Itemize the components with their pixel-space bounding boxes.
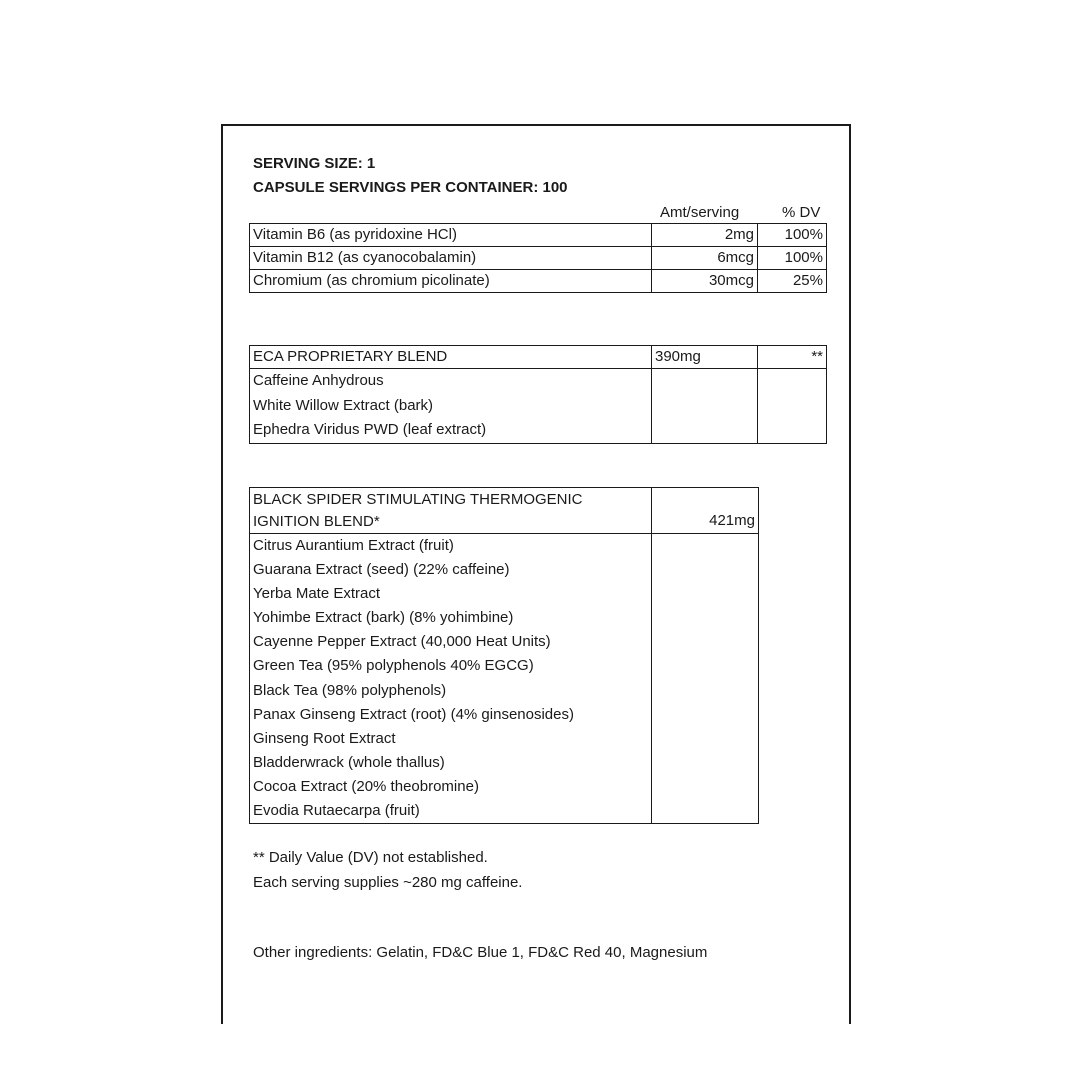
servings-per-container: CAPSULE SERVINGS PER CONTAINER: 100 <box>253 179 568 196</box>
supplement-facts-label <box>221 124 851 1024</box>
nutrient-dv: 100% <box>758 224 827 247</box>
blend-title-line: IGNITION BLEND* <box>253 513 380 530</box>
list-item: Ginseng Root Extract <box>253 729 396 747</box>
list-item: Yohimbe Extract (bark) (8% yohimbine) <box>253 609 514 627</box>
list-item: Black Tea (98% polyphenols) <box>253 681 447 699</box>
list-item: Cocoa Extract (20% theobromine) <box>253 777 479 795</box>
other-ingredients: Other ingredients: Gelatin, FD&C Blue 1, FD&C Red 40, Magnesium <box>253 944 708 961</box>
empty-cell <box>758 369 827 444</box>
nutrient-amount: 6mcg <box>652 247 758 270</box>
caffeine-footnote: Each serving supplies ~280 mg caffeine. <box>253 874 523 891</box>
list-item: Caffeine Anhydrous <box>253 372 384 389</box>
list-item: Citrus Aurantium Extract (fruit) <box>253 537 454 554</box>
black-spider-blend-table <box>249 487 759 824</box>
list-item: Green Tea (95% polyphenols 40% EGCG) <box>253 657 534 675</box>
eca-blend-dv: ** <box>758 346 827 369</box>
empty-cell <box>652 534 759 824</box>
table-row <box>250 488 759 534</box>
list-item: Ephedra Viridus PWD (leaf extract) <box>253 421 487 438</box>
blend-title-line: BLACK SPIDER STIMULATING THERMOGENIC <box>253 491 583 508</box>
vitamin-table <box>249 223 827 293</box>
empty-cell <box>652 369 758 444</box>
list-item: White Willow Extract (bark) <box>253 396 434 414</box>
col-header-amount: Amt/serving <box>660 204 740 221</box>
table-row <box>250 247 827 270</box>
dv-footnote: ** Daily Value (DV) not established. <box>253 849 488 866</box>
nutrient-name: Chromium (as chromium picolinate) <box>250 270 652 293</box>
list-item: Cayenne Pepper Extract (40,000 Heat Units) <box>253 633 551 651</box>
table-row <box>250 224 827 247</box>
eca-ingredient-list <box>250 369 652 444</box>
table-row <box>250 270 827 293</box>
nutrient-name: Vitamin B6 (as pyridoxine HCl) <box>250 224 652 247</box>
list-item: Guarana Extract (seed) (22% caffeine) <box>253 561 510 579</box>
black-spider-blend-amount: 421mg <box>652 488 759 534</box>
table-row <box>250 534 759 824</box>
list-item: Yerba Mate Extract <box>253 585 381 603</box>
list-item: Panax Ginseng Extract (root) (4% ginsenosides) <box>253 705 574 723</box>
black-spider-blend-title <box>250 488 652 534</box>
eca-blend-table <box>249 345 827 444</box>
nutrient-name: Vitamin B12 (as cyanocobalamin) <box>250 247 652 270</box>
list-item: Evodia Rutaecarpa (fruit) <box>253 802 420 820</box>
eca-blend-title: ECA PROPRIETARY BLEND <box>250 346 652 369</box>
table-row <box>250 346 827 369</box>
serving-size: SERVING SIZE: 1 <box>253 155 376 172</box>
nutrient-amount: 2mg <box>652 224 758 247</box>
list-item: Bladderwrack (whole thallus) <box>253 753 445 771</box>
nutrient-dv: 100% <box>758 247 827 270</box>
col-header-dv: % DV <box>782 204 821 221</box>
table-row <box>250 369 827 444</box>
nutrient-dv: 25% <box>758 270 827 293</box>
eca-blend-amount: 390mg <box>652 346 758 369</box>
nutrient-amount: 30mcg <box>652 270 758 293</box>
black-spider-ingredient-list <box>250 534 652 824</box>
